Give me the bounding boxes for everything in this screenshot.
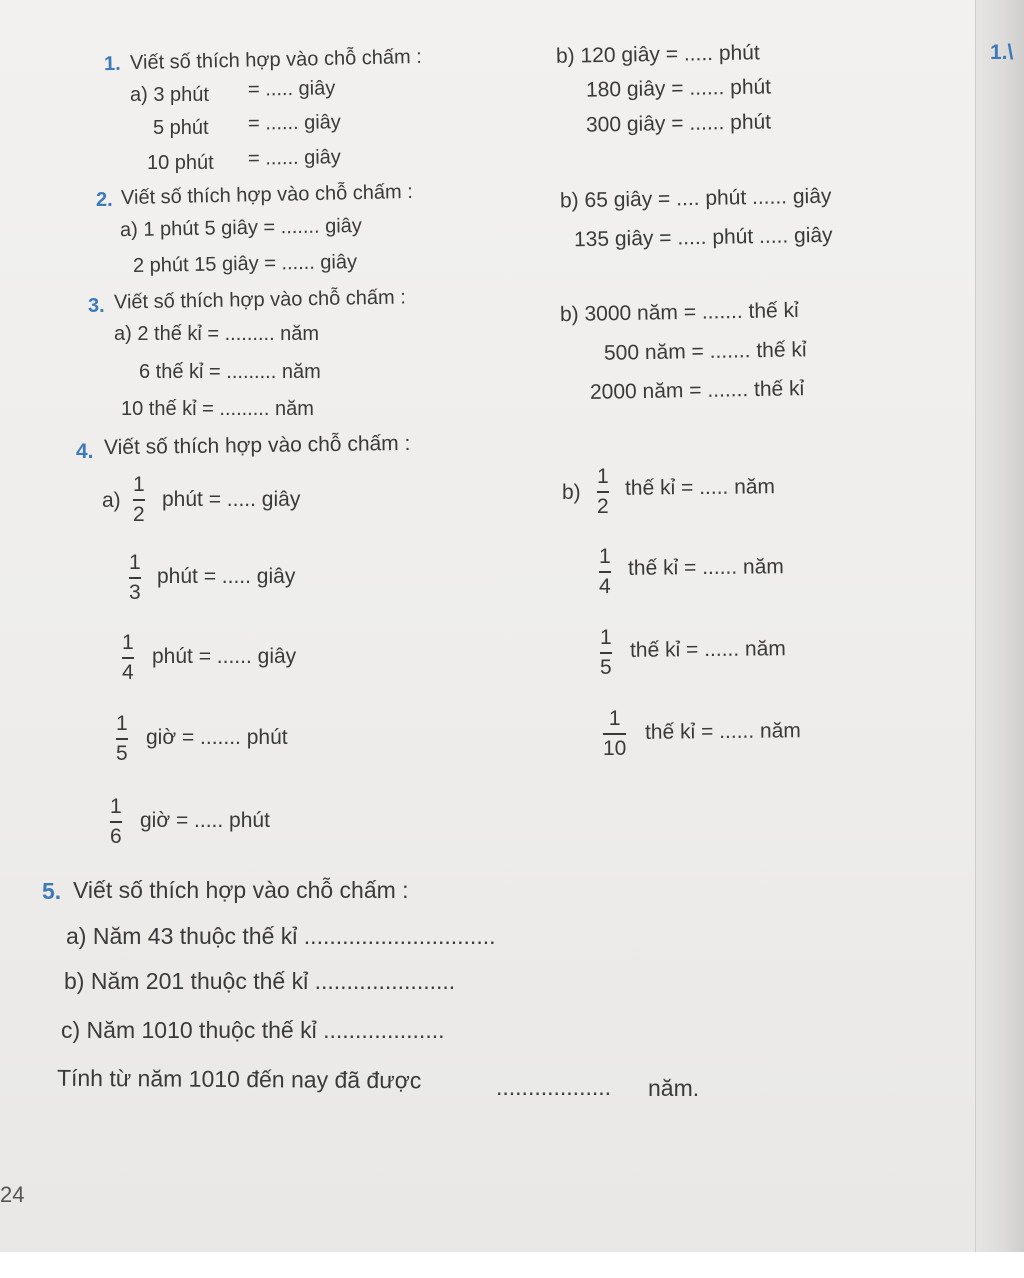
exercise-1a-item-2-rhs: = ...... giây [247,111,342,135]
exercise-4-prompt: Viết số thích hợp vào chỗ chấm : [103,431,411,460]
exercise-1b-item-3: 300 giây = ...... phút [585,110,772,137]
exercise-3-number: 3. [88,295,105,317]
fraction-denominator: 2 [597,495,609,518]
exercise-3b-item-1: b) 3000 năm = ....... thế kỉ [559,298,799,327]
next-page-edge [975,0,1024,1252]
exercise-4b-item-1: thế kỉ = ..... năm [624,475,776,500]
fraction-numerator: 1 [110,795,122,818]
exercise-1-number: 1. [103,52,121,76]
exercise-4a-fraction-1 [133,474,145,525]
exercise-1b-item-2: 180 giây = ...... phút [585,75,772,102]
exercise-4b-fraction-1 [597,466,609,517]
fraction-numerator: 1 [133,473,145,496]
fraction-numerator: 1 [129,551,141,574]
exercise-1-prompt: Viết số thích hợp vào chỗ chấm : [129,45,422,75]
fraction-denominator: 10 [603,737,627,760]
page-number: 24 [0,1182,25,1207]
exercise-1a-item-1-rhs: = ..... giây [247,77,336,101]
exercise-5d-suffix: năm. [648,1075,700,1101]
exercise-5-number: 5. [42,878,62,904]
exercise-4a-fraction-4 [116,713,128,764]
exercise-5-prompt: Viết số thích hợp vào chỗ chấm : [73,877,409,903]
exercise-2b-item-1: b) 65 giây = .... phút ...... giây [559,184,832,213]
exercise-4b-item-2: thế kỉ = ...... năm [627,555,784,580]
exercise-4a-fraction-3 [122,632,134,683]
exercise-5d-prefix: Tính từ năm 1010 đến nay đã được [56,1064,422,1094]
exercise-2b-item-2: 135 giây = ..... phút ..... giây [573,223,833,252]
exercise-4b-label: b) [562,481,581,504]
exercise-4b-fraction-3 [600,627,612,678]
exercise-4b-item-4: thế kỉ = ...... năm [644,719,801,744]
exercise-3-prompt: Viết số thích hợp vào chỗ chấm : [113,286,406,314]
exercise-5d-blank: .................. [496,1074,612,1100]
exercise-4a-fraction-2 [129,552,141,603]
exercise-2a-item-2: 2 phút 15 giây = ...... giây [132,251,358,277]
fraction-denominator: 3 [129,581,141,604]
exercise-1a-item-3-lhs: 10 phút [147,152,214,174]
exercise-1a-item-2-lhs: 5 phút [153,117,209,139]
fraction-denominator: 5 [600,656,612,679]
fraction-denominator: 4 [599,575,611,598]
exercise-1b-item-1: b) 120 giây = ..... phút [555,41,760,68]
exercise-1a-item-1-lhs: a) 3 phút [130,84,209,106]
fraction-numerator: 1 [597,465,609,488]
fraction-numerator: 1 [608,707,621,730]
exercise-4a-fraction-5 [110,796,122,847]
exercise-5a: a) Năm 43 thuộc thế kỉ .............................. [66,923,496,949]
exercise-4a-item-4: giờ = ....... phút [146,726,288,749]
image-bottom-margin [0,1252,1024,1278]
exercise-3b-item-2: 500 năm = ....... thế kỉ [603,338,807,365]
fraction-denominator: 2 [133,503,145,526]
exercise-4a-item-1: phút = ..... giây [162,488,301,511]
exercise-5b: b) Năm 201 thuộc thế kỉ ...................... [64,968,456,994]
next-page-exercise-number: 1.\ [990,41,1014,64]
fraction-denominator: 6 [110,825,122,848]
exercise-4a-label: a) [102,489,121,512]
exercise-4b-item-3: thế kỉ = ...... năm [629,637,786,662]
exercise-5c: c) Năm 1010 thuộc thế kỉ ................... [61,1017,445,1043]
exercise-1a-item-3-rhs: = ...... giây [247,146,342,170]
exercise-4b-fraction-2 [599,546,611,597]
exercise-4-number: 4. [76,440,94,463]
exercise-4b-fraction-4 [603,708,626,759]
exercise-3a-item-1: a) 2 thế kỉ = ......... năm [114,323,320,345]
exercise-3b-item-3: 2000 năm = ....... thế kỉ [589,377,805,404]
exercise-2-number: 2. [96,189,113,211]
exercise-4a-item-3: phút = ...... giây [152,645,297,668]
exercise-2-prompt: Viết số thích hợp vào chỗ chấm : [120,180,413,210]
exercise-3a-item-3: 10 thế kỉ = ......... năm [121,398,314,420]
fraction-denominator: 5 [116,742,128,765]
exercise-4a-item-5: giờ = ..... phút [140,809,270,832]
exercise-3a-item-2: 6 thế kỉ = ......... năm [139,361,321,383]
exercise-2a-item-1: a) 1 phút 5 giây = ....... giây [119,214,362,242]
fraction-numerator: 1 [122,631,134,654]
fraction-denominator: 4 [122,661,134,684]
exercise-4a-item-2: phút = ..... giây [157,565,296,588]
fraction-numerator: 1 [600,626,612,649]
fraction-numerator: 1 [599,545,611,568]
fraction-numerator: 1 [116,712,128,735]
